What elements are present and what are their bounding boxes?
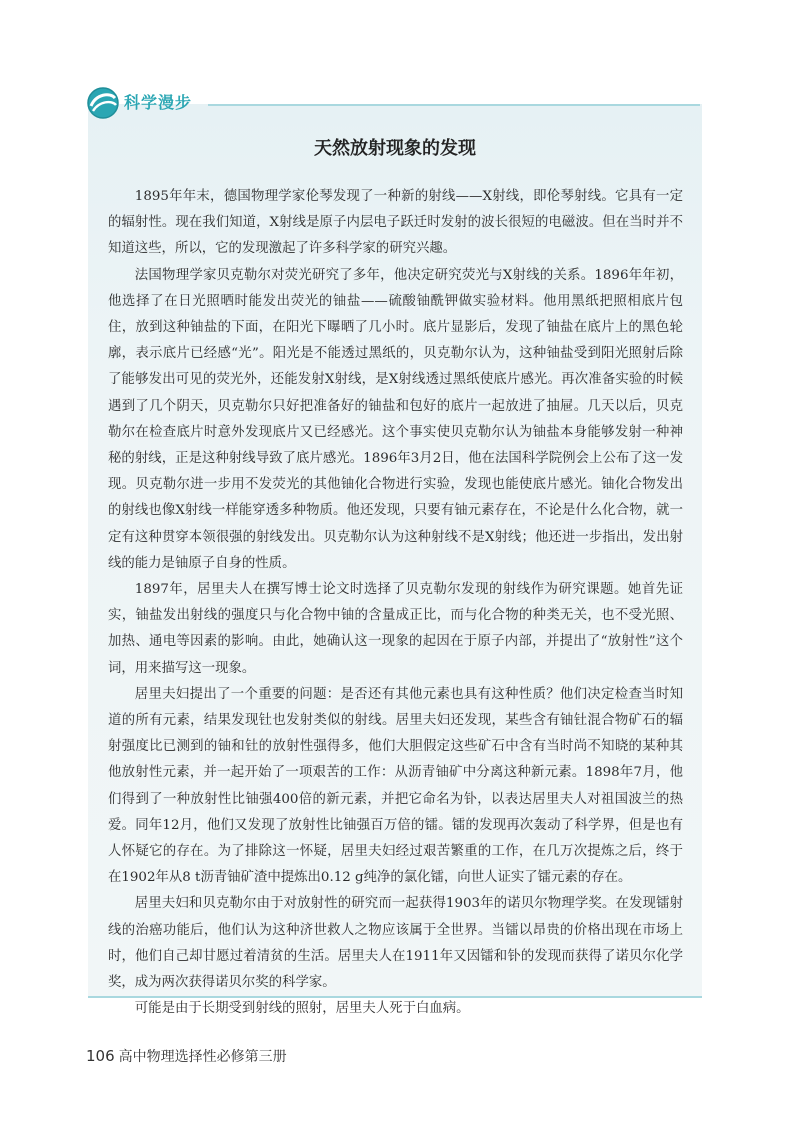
globe-swirl-icon	[86, 86, 120, 120]
paragraph: 1897年，居里夫人在撰写博士论文时选择了贝克勒尔发现的射线作为研究课题。她首先证实，铀盐发出射线的强度只与化合物中铀的含量成正比，而与化合物的种类无关，也不受光照、加热、通电等因素的影响。由此，她确认这一现象的起因在于原子内部，并提出了“放射性”这个词，用来描写这一现象。	[108, 582, 683, 676]
section-header	[86, 86, 706, 120]
article-title: 天然放射现象的发现	[314, 138, 476, 159]
paragraph: 可能是由于长期受到射线的照射，居里夫人死于白血病。	[134, 1001, 470, 1017]
section-brand: 科学漫步	[124, 93, 193, 112]
bottom-divider	[88, 996, 702, 998]
paragraph: 居里夫妇提出了一个重要的问题：是否还有其他元素也具有这种性质？他们决定检查当时知道的所有元素，结果发现钍也发射类似的射线。居里夫妇还发现，某些含有铀钍混合物矿石的辐射强度比已测到的铀和钍的放射性强得多，他们大胆假定这些矿石中含有当时尚不知晓的某种其他放射性元素，并一起开始了一项艰苦的工作：从沥青铀矿中分离这种新元素。1898年7月，他们得到了一种放射性比铀强400倍的新元素，并把它命名为钋，以表达居里夫人对祖国波兰的热爱。同年12月，他们又发现了放射性比铀强百万倍的镭。镭的发现再次轰动了科学界，但是也有人怀疑它的存在。为了排除这一怀疑，居里夫妇经过艰苦繁重的工作，在几万次提炼之后，终于在1902年从8 t沥青铀矿渣中提炼出0.12 g纯净的氯化镭，向世人证实了镭元素的存在。	[108, 686, 683, 886]
page-footer	[86, 1046, 287, 1066]
paragraph: 法国物理学家贝克勒尔对荧光研究了多年，他决定研究荧光与X射线的关系。1896年年初，他选择了在日光照晒时能发出荧光的铀盐——硫酸铀酰钾做实验材料。他用黑纸把照相底片包住，放到这种铀盐的下面，在阳光下曝晒了几小时。底片显影后，发现了铀盐在底片上的黑色轮廓，表示底片已经感“光”。阳光是不能透过黑纸的，贝克勒尔认为，这种铀盐受到阳光照射后除了能够发出可见的荧光外，还能发射X射线，是X射线透过黑纸使底片感光。再次准备实验的时候遇到了几个阴天，贝克勒尔只好把准备好的铀盐和包好的底片一起放进了抽屉。几天以后，贝克勒尔在检查底片时意外发现底片又已经感光。这个事实使贝克勒尔认为铀盐本身能够发射一种神秘的射线，正是这种射线导致了底片感光。1896年3月2日，他在法国科学院例会上公布了这一发现。贝克勒尔进一步用不发荧光的其他铀化合物进行实验，发现也能使底片感光。铀化合物发出的射线也像X射线一样能穿透多种物质。他还发现，只要有铀元素存在，不论是什么化合物，就一定有这种贯穿本领很强的射线发出。贝克勒尔认为这种射线不是X射线；他还进一步指出，发出射线的能力是铀原子自身的性质。	[108, 267, 683, 571]
paragraph: 1895年年末，德国物理学家伦琴发现了一种新的射线——X射线，即伦琴射线。它具有一定的辐射性。现在我们知道，X射线是原子内层电子跃迁时发射的波长很短的电磁波。但在当时并不知道这些，所以，它的发现激起了许多科学家的研究兴趣。	[108, 189, 683, 257]
book-title: 高中物理选择性必修第三册	[118, 1049, 287, 1065]
header-divider	[208, 104, 700, 106]
paragraph: 居里夫妇和贝克勒尔由于对放射性的研究而一起获得1903年的诺贝尔物理学奖。在发现镭射线的治癌功能后，他们认为这种济世救人之物应该属于全世界。当镭以昂贵的价格出现在市场上时，他们自己却甘愿过着清贫的生活。居里夫人在1911年又因镭和钋的发现而获得了诺贝尔化学奖，成为两次获得诺贝尔奖的科学家。	[108, 896, 683, 991]
page-number: 106	[86, 1047, 115, 1065]
article-body	[108, 184, 683, 1023]
